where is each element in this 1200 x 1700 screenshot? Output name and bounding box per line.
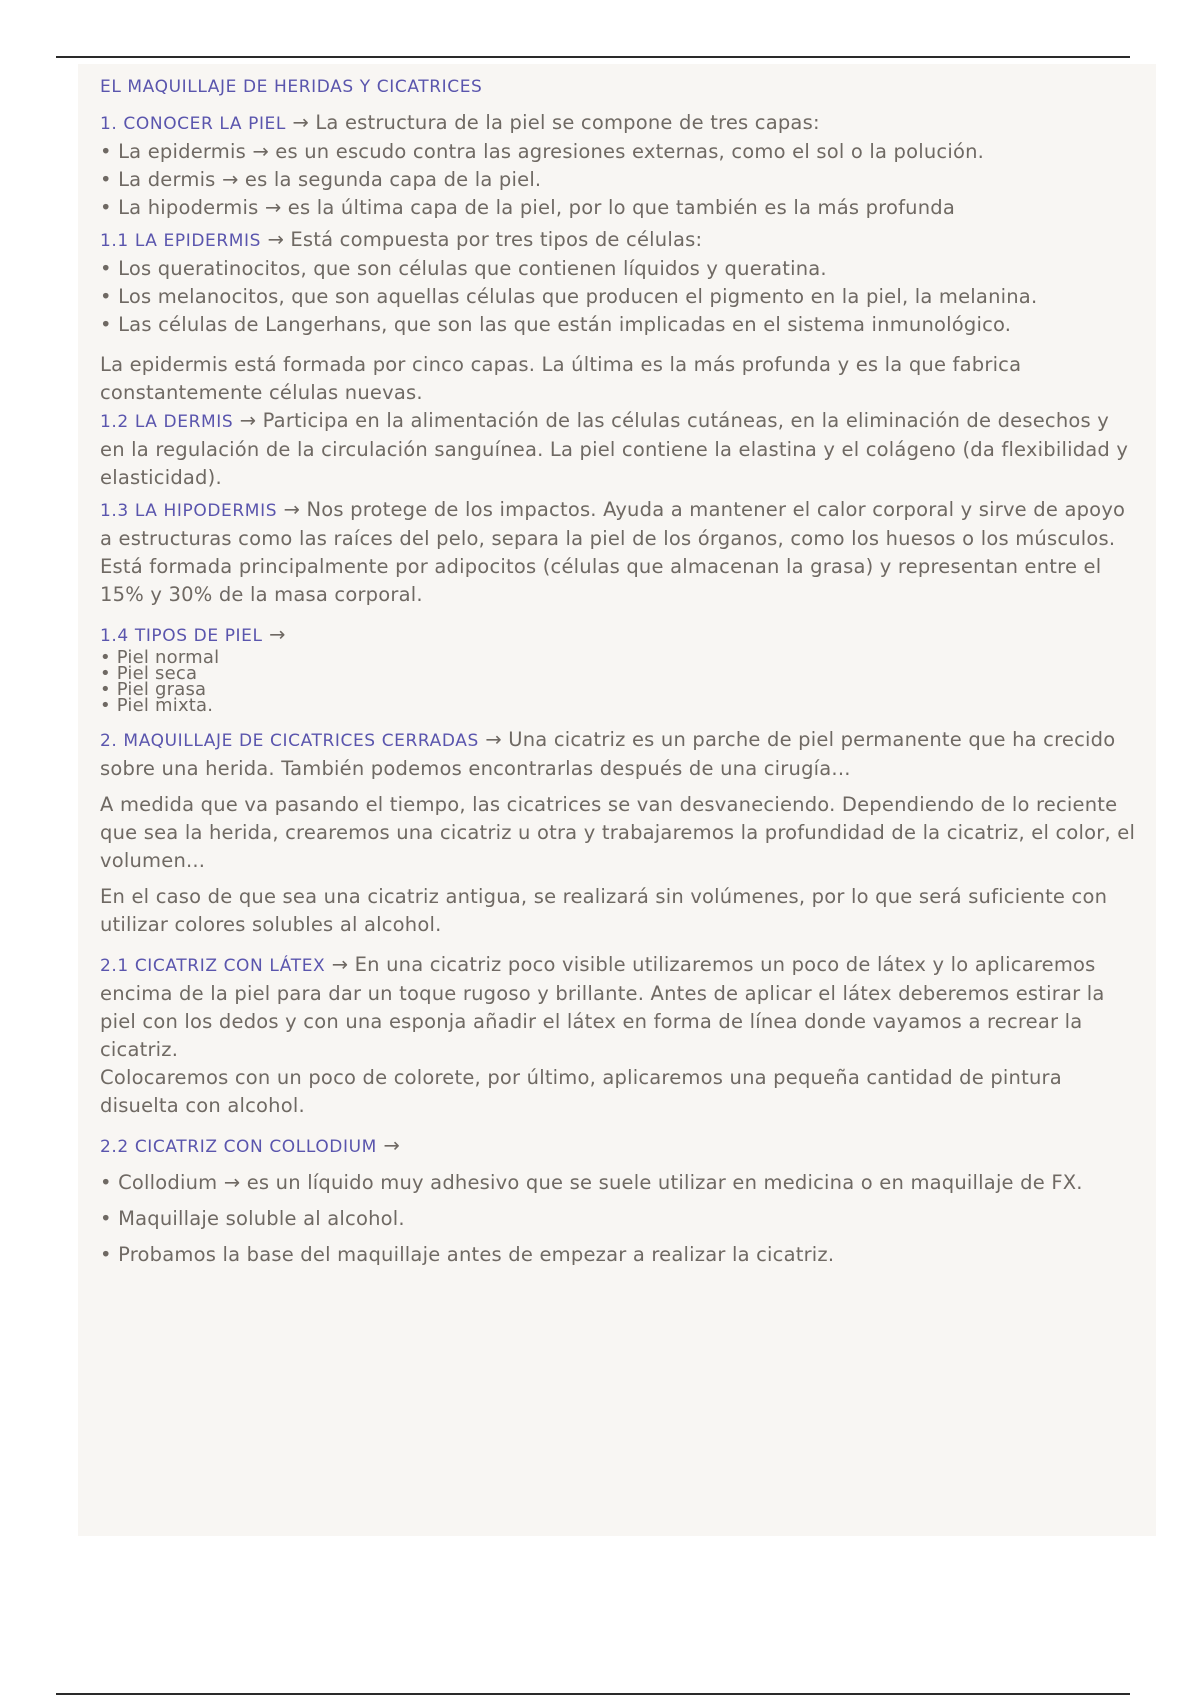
section-1-3: 1.3 LA HIPODERMIS → Nos protege de los impactos. Ayuda a mantener el calor corporal y sirve de apoyo a estructuras como las raíces del pelo, separa la piel de los órganos, como los huesos o los músculos. (100, 498, 1126, 550)
bullet-label: La epidermis (118, 140, 246, 163)
bullet-text: es un líquido muy adhesivo que se suele utilizar en medicina o en maquillaje de FX. (246, 1171, 1083, 1194)
list-item: • Piel grasa (100, 679, 207, 700)
section-2-1-paragraph-2: Colocaremos con un poco de colorete, por último, aplicaremos una pequeña cantidad de pintura disuelta con alcohol. (100, 1066, 1062, 1117)
bullet-label: La dermis (118, 168, 216, 191)
bullet-text: Los queratinocitos, que son células que contienen líquidos y queratina. (118, 257, 827, 280)
bullet-queratinocitos: • Los queratinocitos, que son células que contienen líquidos y queratina. (100, 257, 827, 280)
handwritten-notes (100, 72, 1140, 1269)
bullet-label: Collodium (118, 1171, 218, 1194)
list-item: • Piel mixta. (100, 695, 214, 716)
bullet-dermis: • La dermis → es la segunda capa de la piel. (100, 168, 542, 191)
section-1-heading: 1. CONOCER LA PIEL (100, 114, 286, 134)
section-1-3-heading: 1.3 LA HIPODERMIS (100, 501, 278, 521)
bullet-probamos: • Probamos la base del maquillaje antes de empezar a realizar la cicatriz. (100, 1243, 835, 1266)
bullet-text: Las células de Langerhans, que son las que están implicadas en el sistema inmunológico. (118, 313, 1012, 336)
section-1-4: 1.4 TIPOS DE PIEL → (100, 623, 286, 646)
list-item: • Piel normal (100, 647, 220, 668)
bullet-text: Maquillaje soluble al alcohol. (118, 1207, 405, 1230)
bullet-text: es la última capa de la piel, por lo que también es la más profunda (287, 196, 956, 219)
bullet-text: Los melanocitos, que son aquellas células que producen el pigmento en la piel, la melanina. (118, 285, 1038, 308)
bullet-text: Probamos la base del maquillaje antes de empezar a realizar la cicatriz. (118, 1243, 835, 1266)
section-1-1-heading: 1.1 LA EPIDERMIS (100, 231, 262, 251)
section-1-2-text: Participa en la alimentación de las células cutáneas, en la eliminación de desechos y en la regulación de la circulación sanguínea. La piel contiene la elastina y el colágeno (da flexibilidad y elasticidad). (100, 409, 1129, 489)
page-title (100, 72, 1140, 101)
section-1-2-heading: 1.2 LA DERMIS (100, 412, 234, 432)
section-1-intro: 1. CONOCER LA PIEL → La estructura de la piel se compone de tres capas: (100, 111, 820, 134)
section-2-1-text: En una cicatriz poco visible utilizaremos un poco de látex y lo aplicaremos encima de la piel para dar un toque rugoso y brillante. Antes de aplicar el látex deberemos estirar la piel con los dedos y con una esponja añadir el látex en forma de línea donde vayamos a recrear la cicatriz. (100, 953, 1105, 1061)
bullet-hipodermis: • La hipodermis → es la última capa de la piel, por lo que también es la más profunda (100, 196, 956, 219)
list-item-text: Piel normal (116, 647, 220, 668)
bullet-epidermis: • La epidermis → es un escudo contra las agresiones externas, como el sol o la polución. (100, 140, 985, 163)
bullet-langerhans: • Las células de Langerhans, que son las que están implicadas en el sistema inmunológico. (100, 313, 1012, 336)
list-item: • Piel seca (100, 663, 198, 684)
section-2-text: Una cicatriz es un parche de piel permanente que ha crecido sobre una herida. También podemos encontrarlas después de una cirugía... (100, 728, 1116, 780)
hipodermis-paragraph: Está formada principalmente por adipocitos (células que almacenan la grasa) y representan entre el 15% y 30% de la masa corporal. (100, 555, 1102, 606)
bullet-melanocitos: • Los melanocitos, que son aquellas células que producen el pigmento en la piel, la melanina. (100, 285, 1038, 308)
top-rule (56, 56, 1130, 58)
section-1-text: La estructura de la piel se compone de tres capas: (315, 111, 820, 134)
section-1-2: 1.2 LA DERMIS → Participa en la alimentación de las células cutáneas, en la eliminación de desechos y en la regulación de la circulación sanguínea. La piel contiene la elastina y el colágeno (da flexibilidad y elasticidad). (100, 409, 1129, 489)
bullet-soluble: • Maquillaje soluble al alcohol. (100, 1207, 405, 1230)
section-2-1-heading: 2.1 CICATRIZ CON LÁTEX (100, 956, 326, 976)
section-1-3-text: Nos protege de los impactos. Ayuda a mantener el calor corporal y sirve de apoyo a estructuras como las raíces del pelo, separa la piel de los órganos, como los huesos o los músculos. (100, 498, 1126, 550)
section-2-2: 2.2 CICATRIZ CON COLLODIUM → (100, 1134, 400, 1157)
list-item-text: Piel mixta. (116, 695, 214, 716)
list-item-text: Piel seca (116, 663, 198, 684)
section-1-4-heading: 1.4 TIPOS DE PIEL (100, 626, 263, 646)
skin-types-list (100, 647, 1140, 716)
bullet-label: La hipodermis (118, 196, 259, 219)
list-item-text: Piel grasa (116, 679, 207, 700)
bullet-collodium: • Collodium → es un líquido muy adhesivo que se suele utilizar en medicina o en maquillaje de FX. (100, 1171, 1083, 1194)
section-1-1-intro: 1.1 LA EPIDERMIS → Está compuesta por tres tipos de células: (100, 228, 703, 251)
bottom-rule (56, 1693, 1130, 1695)
section-2-paragraph-3: En el caso de que sea una cicatriz antigua, se realizará sin volúmenes, por lo que será suficiente con utilizar colores solubles al alcohol. (100, 885, 1108, 936)
title-text: EL MAQUILLAJE DE HERIDAS Y CICATRICES (100, 77, 483, 97)
epidermis-paragraph: La epidermis está formada por cinco capas. La última es la más profunda y es la que fabrica constantemente células nuevas. (100, 353, 1022, 404)
section-2-heading: 2. MAQUILLAJE DE CICATRICES CERRADAS (100, 731, 479, 751)
bullet-text: es un escudo contra las agresiones externas, como el sol o la polución. (275, 140, 985, 163)
section-1-1-text: Está compuesta por tres tipos de células: (290, 228, 703, 251)
section-2: 2. MAQUILLAJE DE CICATRICES CERRADAS → Una cicatriz es un parche de piel permanente que ha crecido sobre una herida. También podemos encontrarlas después de una cirugía... (100, 728, 1116, 780)
bullet-text: es la segunda capa de la piel. (244, 168, 542, 191)
section-2-paragraph-2: A medida que va pasando el tiempo, las cicatrices se van desvaneciendo. Dependiendo de lo reciente que sea la herida, crearemos una cicatriz u otra y trabajaremos la profundidad de la cicatriz, el color, el volumen... (100, 793, 1136, 872)
section-2-1: 2.1 CICATRIZ CON LÁTEX → En una cicatriz poco visible utilizaremos un poco de látex y lo aplicaremos encima de la piel para dar un toque rugoso y brillante. Antes de aplicar el látex deberemos estirar la piel con los dedos y con una esponja añadir el látex en forma de línea donde vayamos a recrear la cicatriz. (100, 953, 1105, 1061)
section-2-2-heading: 2.2 CICATRIZ CON COLLODIUM (100, 1137, 377, 1157)
